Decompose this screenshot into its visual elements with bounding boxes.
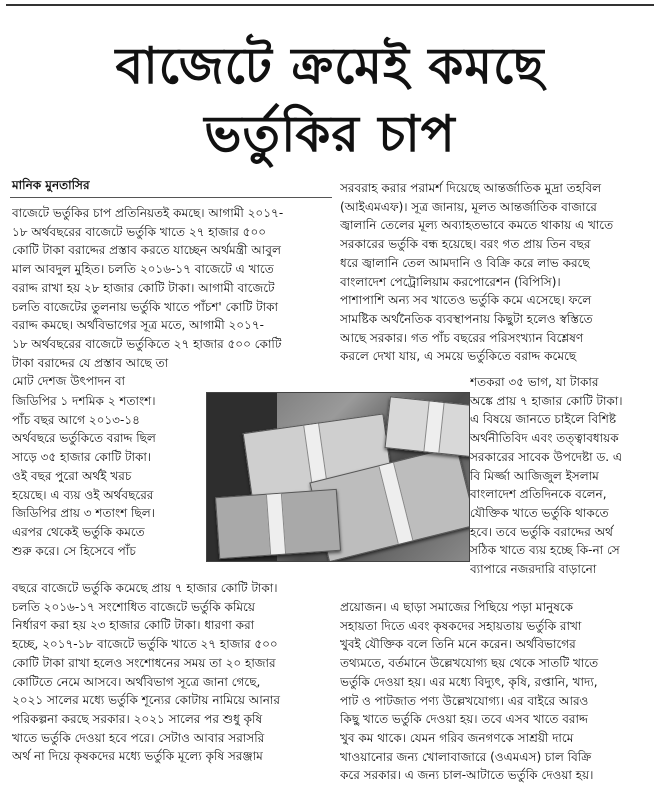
body-line: মোট দেশজ উৎপাদন বা (12, 374, 126, 389)
body-line: আছে সরকার। গত পাঁচ বছরের পরিসংখ্যান বিশ্লেষণ (340, 330, 584, 345)
body-line: বরাদ্দ কমছে। অর্থবিভাগের সূত্র মতে, আগামী ২০১৭- (12, 318, 264, 333)
body-line: অর্থবছরে ভর্তুকিতে বরাদ্দ ছিল (12, 431, 156, 446)
body-line: হচ্ছে, ২০১৭-১৮ বাজেটে ভর্তুকি খাতে ২৭ হাজার ৫০০ (12, 637, 278, 652)
body-line: করলে দেখা যায়, এ সময়ে ভর্তুকিতে বরাদ্দ কমেছে (340, 349, 577, 364)
body-line: ভর্তুকি দেওয়া হয়। এর মধ্যে বিদ্যুৎ, কৃষি, রপ্তানি, খাদ্য, (340, 674, 598, 689)
banknote-bundle (215, 489, 341, 559)
body-line: কোটি টাকা রাখা হলেও সংশোধনের সময় তা ২০ হাজার (12, 655, 276, 670)
body-line: চলতি ২০১৬-১৭ সংশোধিত বাজেটে ভর্তুকি কমিয়ে (12, 599, 255, 614)
body-line: জিডিপির প্রায় ৩ শতাংশ ছিল। (12, 506, 155, 521)
body-line: চলতি বাজেটের তুলনায় ভর্তুকি খাতে পাঁচশ' কোটি টাকা (12, 299, 278, 314)
body-line: পাট ও পাটজাত পণ্য উল্লেখযোগ্য। এর বাইরে আরও (340, 693, 589, 708)
headline-line-1: বাজেটে ক্রমেই কমছে (115, 37, 545, 95)
body-line: অর্থ না দিয়ে কৃষকদের মধ্যে ভর্তুকি মূল্যে কৃষি সরঞ্জাম (12, 749, 263, 764)
currency-bundles-photo (206, 392, 470, 562)
body-line: হয়েছে। এ ব্যয় ওই অর্থবছরের (12, 487, 154, 502)
body-line: বরাদ্দ রাখা হয় ২৮ হাজার কোটি টাকা। আগামী বাজেটে (12, 280, 275, 295)
body-line: কোটিতে নেমে আসবে। অর্থবিভাগ সূত্রে জানা গেছে, (12, 674, 261, 689)
body-line: বাংলাদেশ প্রতিদিনকে বলেন, (470, 487, 607, 502)
body-line: শুরু করে। সে হিসেবে পাঁচ (12, 543, 136, 558)
body-line: জিডিপির ১ দশমিক ২ শতাংশ। (12, 394, 156, 408)
body-line: বাজেটে ভর্তুকির চাপ প্রতিনিয়তই কমছে। আগামী ২০১৭- (12, 206, 284, 220)
body-line: ওই বছর পুরো অর্থই খরচ (12, 468, 132, 483)
body-line: সরবরাহ করার পরামর্শ দিয়েছে আন্তর্জাতিক মুদ্রা তহবিল (340, 181, 602, 195)
body-line: পাশাপাশি অন্য সব খাতেও ভর্তুকি কমে এসেছে। ফলে (340, 293, 592, 308)
body-line: খুবই যৌক্তিক বলে তিনি মনে করেন। অর্থবিভাগের (340, 637, 576, 652)
body-line: ১৮ অর্থবছরের বাজেটে ভর্তুকি খাতে ২৭ হাজার ৫০০ (12, 224, 267, 239)
body-line: পাঁচ বছর আগে ২০১৩-১৪ (12, 412, 140, 427)
body-line: সহায়তা দিতে এবং কৃষকদের সহায়তায় ভর্তুকি রাখা (340, 618, 582, 633)
body-line: (আইএমএফ)। সূত্র জানায়, মূলত আন্তর্জাতিক বাজারে (340, 199, 597, 214)
body-line: মাল আবদুল মুহিত। চলতি ২০১৬-১৭ বাজেটে এ খাতে (12, 262, 274, 277)
body-left-top (12, 204, 332, 391)
body-line: সরকারের সাবেক উপদেষ্টা ড. এ (470, 449, 623, 464)
byline-rule (10, 197, 332, 198)
body-line: এরপর থেকেই ভর্তুকি কমতে (12, 524, 145, 539)
body-line: ধরে জ্বালানি তেল আমদানি ও বিক্রি করে লাভ করছে (340, 255, 590, 270)
body-line: যৌক্তিক খাতে ভর্তুকি থাকতে (470, 505, 609, 520)
body-right-bottom (340, 598, 652, 785)
body-line: বাংলাদেশ পেট্রোলিয়াম করপোরেশন (বিপিসি)। (340, 274, 561, 289)
body-right-top (340, 179, 652, 366)
body-line: নির্ধারণ করা হয় ২৩ হাজার কোটি টাকা। ধারণা করা (12, 618, 255, 633)
body-left-bottom (12, 579, 332, 766)
body-line: ব্যাপারে নজরদারি বাড়ানো (470, 562, 597, 577)
body-line: খাতে ভর্তুকি দেওয়া হবে পরে। সেটাও আবার সরাসরি (12, 730, 265, 745)
body-line: অর্থনীতিবিদ এবং তত্ত্বাবধায়ক (470, 431, 619, 446)
body-line: খাওয়ানোর জন্য খোলাবাজারে (ওএমএস) চাল বিক্রি (340, 749, 592, 764)
body-line: বি মির্জ্জা আজিজুল ইসলাম (470, 468, 599, 483)
body-line: জ্বালানি তেলের মূল্য অব্যাহতভাবে কমতে থাকায় এ খাতে (340, 218, 614, 233)
body-line: সঠিক খাতে ব্যয় হচ্ছে কি-না সে (470, 543, 620, 558)
body-line: পরিকল্পনা করছে সরকার। ২০২১ সালের পর শুধু কৃষি (12, 711, 263, 726)
body-line: প্রয়োজন। এ ছাড়া সমাজের পিছিয়ে পড়া মানুষকে (340, 600, 574, 614)
banknote-bundle (385, 396, 470, 457)
body-line: বছরে বাজেটে ভর্তুকি কমেছে প্রায় ৭ হাজার কোটি টাকা। (12, 581, 278, 595)
body-line: কিছু খাতে ভর্তুকি দেওয়া হয়। তবে এসব খাতে বরাদ্দ (340, 712, 588, 727)
byline: মানিক মুনতাসির (12, 178, 90, 192)
body-line: করে সরকার। এ জন্য চাল-আটাতে ভর্তুকি দেওয়া হয়। (340, 768, 594, 783)
body-line: সামষ্টিক অর্থনৈতিক ব্যবস্থাপনায় কিছুটা হলেও স্বস্তিতে (340, 311, 593, 326)
body-line: খুব কম থাকে। যেমন গরিব জনগণকে সাশ্রয়ী দামে (340, 730, 574, 745)
body-line: ২০২১ সালের মধ্যে ভর্তুকি শূন্যের কোটায় নামিয়ে আনার (12, 693, 280, 708)
body-line: অঙ্কে প্রায় ৭ হাজার কোটি টাকা। (470, 393, 623, 408)
body-right-narrow (470, 373, 652, 579)
body-line: টাকা বরাদ্দের যে প্রস্তাব আছে তা (12, 355, 169, 370)
body-line: শতকরা ৩৫ ভাগ, যা টাকার (470, 375, 599, 389)
body-left-narrow (12, 392, 212, 560)
body-line: এ বিষয়ে জানতে চাইলে বিশিষ্ট (470, 412, 617, 427)
body-line: সাড়ে ৩৫ হাজার কোটি টাকা। (12, 450, 152, 465)
body-line: তথ্যমতে, বর্তমানে উল্লেখযোগ্য ছয় থেকে সাতটি খাতে (340, 656, 599, 671)
headline-line-2: ভর্তুকির চাপ (204, 105, 456, 163)
body-line: কোটি টাকা বরাদ্দের প্রস্তাব করতে যাচ্ছেন অর্থমন্ত্রী আবুল (12, 243, 281, 258)
body-line: হবে। তবে ভর্তুকি বরাদ্দের অর্থ (470, 524, 613, 539)
top-rule (6, 4, 654, 6)
body-line: সরকারের ভর্তুকি বন্ধ হয়েছে। বরং গত প্রায় তিন বছর (340, 237, 591, 252)
body-line: ১৮ অর্থবছরের বাজেটে ভর্তুকিতে ২৭ হাজার ৫০০ কোটি (12, 336, 282, 351)
